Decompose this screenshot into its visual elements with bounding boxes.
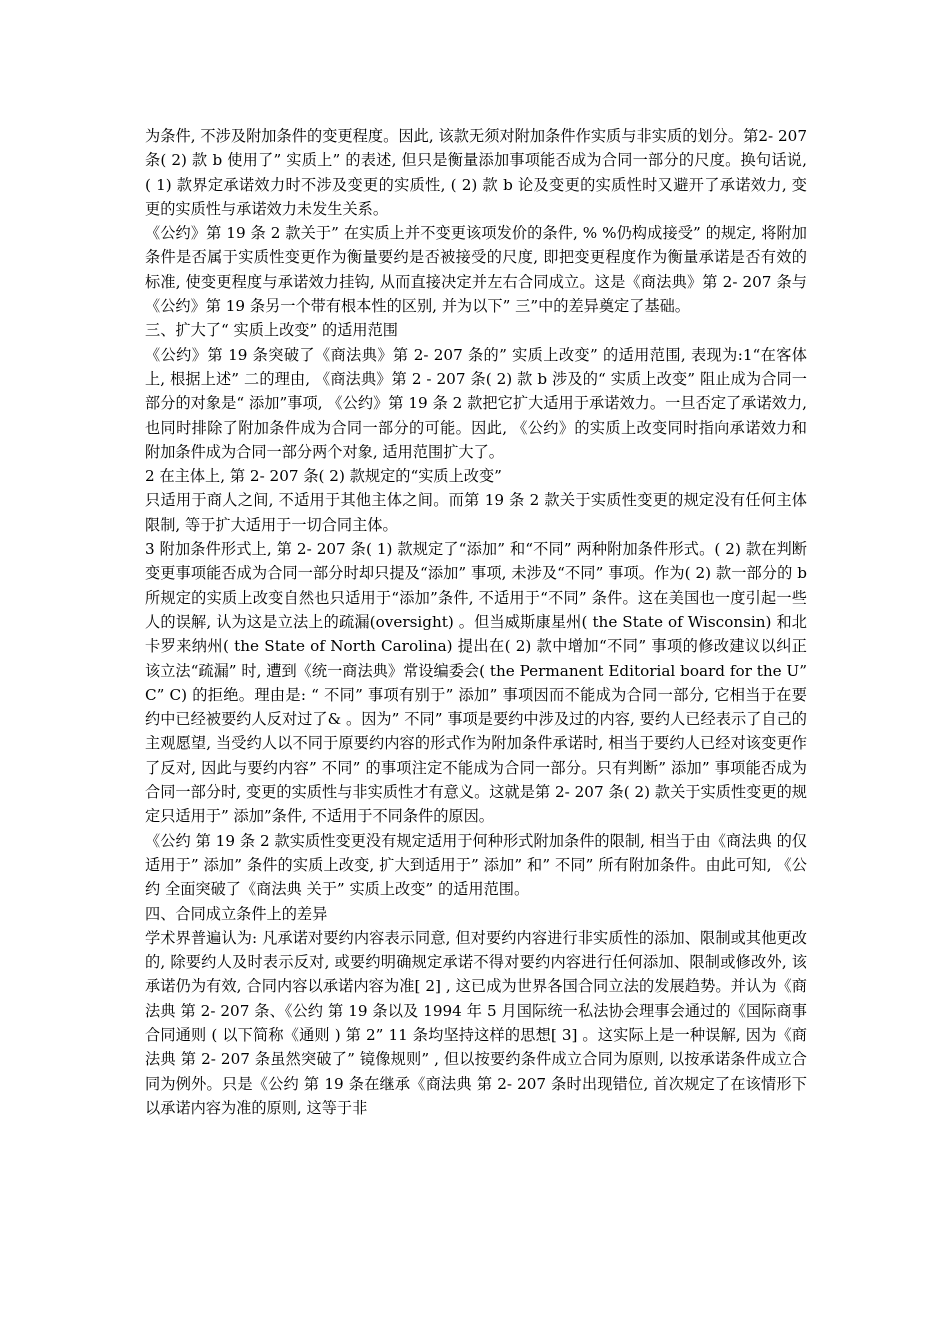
paragraph-3: 《公约》第 19 条突破了《商法典》第 2- 207 条的” 实质上改变” 的适用范围, 表现为:1“在客体上, 根据上述” 二的理由, 《商法典》第 2 - 207 条( 2) 款 b 涉及的“ 实质上改变” 阻止成为合同一部分的对象是“ 添加”事项, 《公约》第 19 条 2 款把它扩大适用于承诺效力。一旦否定了承诺效力, 也同时排除了附加条件成为合同一部分的可能。因此, 《公约》的实质上改变同时指向承诺效力和附加条件成为合同一部分两个对象, 适用范围扩大了。: [145, 345, 807, 461]
document-page: [145, 124, 807, 1120]
paragraph-2: 《公约》第 19 条 2 款关于” 在实质上并不变更该项发价的条件, % %仍构成接受” 的规定, 将附加条件是否属于实质性变更作为衡量要约是否被接受的尺度, 即把变更程度作为衡量承诺是否有效的标准, 使变更程度与承诺效力挂钩, 从而直接决定并左右合同成立。这是《商法典》第 2- 207 条与《公约》第 19 条另一个带有根本性的区别, 并为以下” 三”中的差异奠定了基础。: [145, 224, 807, 316]
paragraph-7: 《公约 第 19 条 2 款实质性变更没有规定适用于何种形式附加条件的限制, 相当于由《商法典 的仅适用于” 添加” 条件的实质上改变, 扩大到适用于” 添加” 和” 不同” 所有附加条件。由此可知, 《公约 全面突破了《商法典 关于” 实质上改变” 的适用范围。: [145, 831, 807, 899]
paragraph-1: 为条件, 不涉及附加条件的变更程度。因此, 该款无须对附加条件作实质与非实质的划分。第2- 207 条( 2) 款 b 使用了” 实质上” 的表述, 但只是衡量添加事项能否成为合同一部分的尺度。换句话说, ( 1) 款界定承诺效力时不涉及变更的实质性, ( 2) 款 b 论及变更的实质性时又避开了承诺效力, 变更的实质性与承诺效力未发生关系。: [145, 127, 807, 218]
section-heading-3: 三、扩大了“ 实质上改变” 的适用范围: [145, 321, 398, 340]
paragraph-8: 学术界普遍认为: 凡承诺对要约内容表示同意, 但对要约内容进行非实质性的添加、限制或其他更改的, 除要约人及时表示反对, 或要约明确规定承诺不得对要约内容进行任何添加、限制或修改外, 该承诺仍为有效, 合同内容以承诺内容为准[ 2] , 这已成为世界各国合同立法的发展趋势。并认为《商法典 第 2- 207 条、《公约 第 19 条以及 1994 年 5 月国际统一私法协会理事会通过的《国际商事合同通则 ( 以下简称《通则 ) 第 2” 11 条均坚持这样的思想[ 3] 。这实际上是一种误解, 因为《商法典 第 2- 207 条虽然突破了” 镜像规则” , 但以按要约条件成立合同为原则, 以按承诺条件成立合同为例外。只是《公约 第 19 条在继承《商法典 第 2- 207 条时出现错位, 首次规定了在该情形下以承诺内容为准的原则, 这等于非: [145, 928, 807, 1117]
paragraph-6: 3 附加条件形式上, 第 2- 207 条( 1) 款规定了“添加” 和“不同” 两种附加条件形式。( 2) 款在判断变更事项能否成为合同一部分时却只提及“添加” 事项, 未涉及“不同” 事项。作为( 2) 款一部分的 b 所规定的实质上改变自然也只适用于“添加”条件, 不适用于“不同” 条件。这在美国也一度引起一些人的误解, 认为这是立法上的疏漏(oversight) 。但当威斯康星州( the State of Wisconsin) 和北卡罗来纳州( the State of North Carolina) 提出在( 2) 款中增加“不同” 事项的修改建议以纠正该立法“疏漏” 时, 遭到《统一商法典》常设编委会( the Permanent Editorial board for the U” C” C) 的拒绝。理由是: “ 不同” 事项有别于” 添加” 事项因而不能成为合同一部分, 它相当于在要约中已经被要约人反对过了& 。因为” 不同” 事项是要约中涉及过的内容, 要约人已经表示了自己的主观愿望, 当受约人以不同于原要约内容的形式作为附加条件承诺时, 相当于要约人已经对该变更作了反对, 因此与要约内容” 不同” 的事项注定不能成为合同一部分。只有判断” 添加” 事项能否成为合同一部分时, 变更的实质性与非实质性才有意义。这就是第 2- 207 条( 2) 款关于实质性变更的规定只适用于” 添加”条件, 不适用于不同条件的原因。: [145, 540, 807, 826]
paragraph-5: 只适用于商人之间, 不适用于其他主体之间。而第 19 条 2 款关于实质性变更的规定没有任何主体限制, 等于扩大适用于一切合同主体。: [145, 491, 807, 534]
section-heading-4: 四、合同成立条件上的差异: [145, 904, 328, 923]
paragraph-4: 2 在主体上, 第 2- 207 条( 2) 款规定的“实质上改变”: [145, 467, 502, 486]
